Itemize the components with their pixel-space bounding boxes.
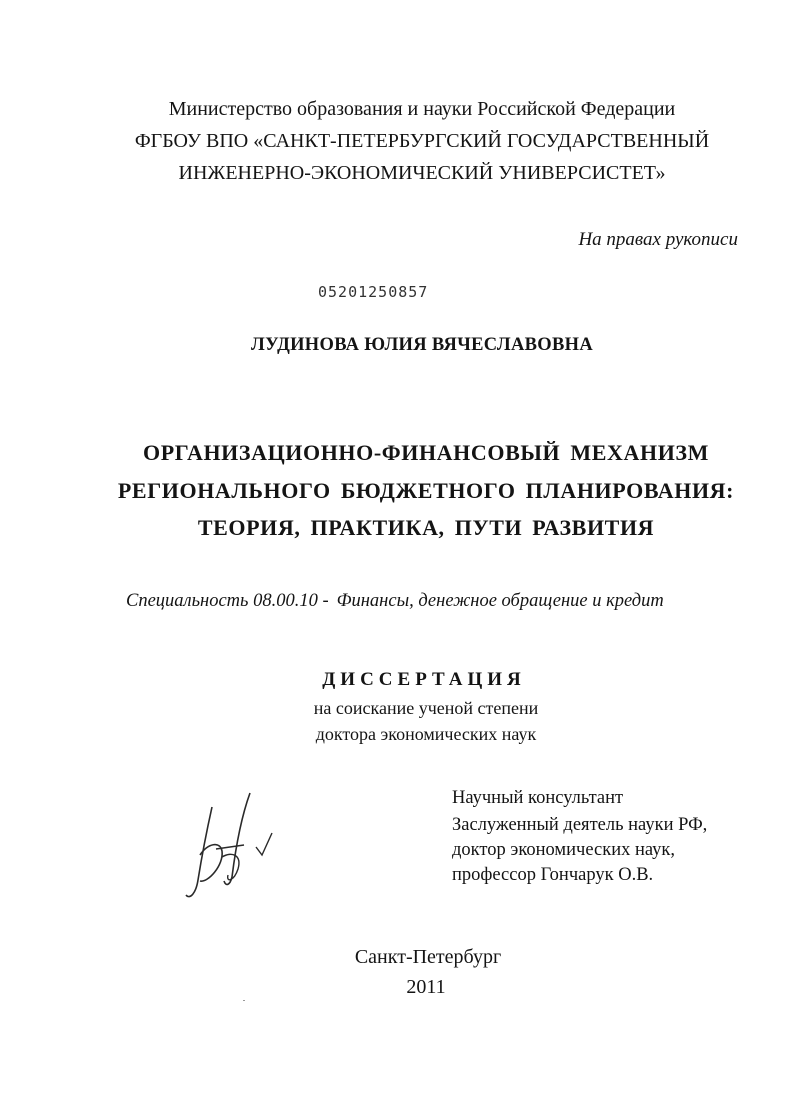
title-line-1: ОРГАНИЗАЦИОННО-ФИНАНСОВЫЙ МЕХАНИЗМ <box>143 440 709 465</box>
university-line-2: ИНЖЕНЕРНО-ЭКОНОМИЧЕСКИЙ УНИВЕРСИСТЕТ» <box>178 162 666 184</box>
signature-icon <box>178 785 278 905</box>
university-line-1: ФГБОУ ВПО «САНКТ-ПЕТЕРБУРГСКИЙ ГОСУДАРСТВЕННЫЙ <box>134 130 710 152</box>
advisor-line-2: Заслуженный деятель науки РФ, <box>452 815 708 835</box>
title-line-2: РЕГИОНАЛЬНОГО БЮДЖЕТНОГО ПЛАНИРОВАНИЯ: <box>117 478 735 503</box>
advisor-line-4: профессор Гончарук О.В. <box>452 865 654 885</box>
specialty-label: Специальность 08.00.10 - <box>126 591 329 611</box>
author-name: ЛУДИНОВА ЮЛИЯ ВЯЧЕСЛАВОВНА <box>251 335 593 355</box>
ministry-line: Министерство образования и науки Российской Федерации <box>168 98 676 120</box>
degree-line-1: на соискание ученой степени <box>313 698 539 718</box>
title-line-3: ТЕОРИЯ, ПРАКТИКА, ПУТИ РАЗВИТИЯ <box>197 515 655 540</box>
scan-speck <box>243 1000 245 1001</box>
specialty-field: Финансы, денежное обращение и кредит <box>336 591 664 611</box>
rights-note: На правах рукописи <box>578 229 738 250</box>
city: Санкт-Петербург <box>354 946 502 968</box>
advisor-line-1: Научный консультант <box>452 788 624 808</box>
advisor-line-3: доктор экономических наук, <box>452 840 676 860</box>
registration-code: 05201250857 <box>318 283 429 301</box>
degree-line-2: доктора экономических наук <box>315 724 537 744</box>
specialty-line <box>126 591 664 612</box>
year: 2011 <box>406 976 446 998</box>
dissertation-heading: ДИССЕРТАЦИЯ <box>322 669 526 690</box>
